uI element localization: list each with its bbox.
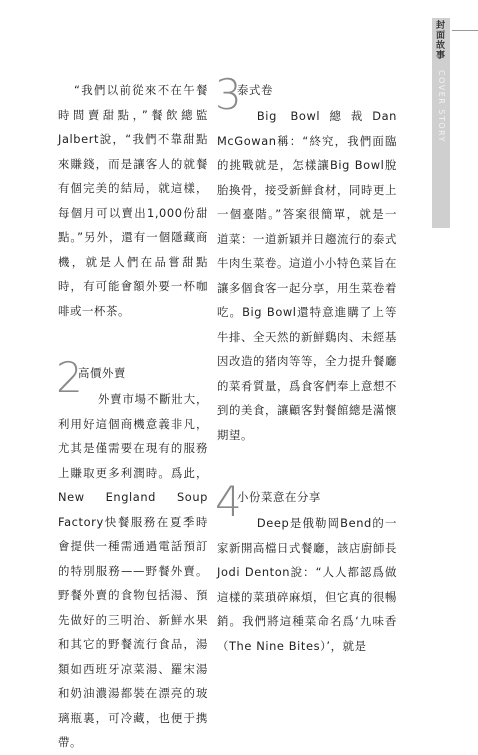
section-body: Deep是俄勒岡Bend的一家新開高檔日式餐廳，該店廚師長Jodi Denton說：“人人都認爲做這樣的菜瑣碎麻煩，但它真的很暢銷。我們將這種菜命名爲‘九味香（The Nine Bites）’，就是: [217, 516, 397, 653]
section-title: 泰式卷: [237, 83, 273, 97]
intro-paragraph: “我們以前從來不在午餐時間賣甜點，”餐飲總監Jalbert說，“我們不靠甜點來賺錢，而是讓客人的就餐有個完美的結局，就這樣，每個月可以賣出1,000份甜點。”另外，還有一個隱藏商機，就是人們在品嘗甜點時，有可能會額外要一杯咖啡或一杯茶。: [58, 83, 208, 318]
section-body: 外賣市場不斷壯大，利用好這個商機意義非凡，尤其是僅需要在現有的服務上賺取更多利潤時。爲此，New England Soup Factory快餐服務在夏季時會提供一種需通過電話預訂的特別服務——野餐外賣。野餐外賣的食物包括湯、預先做好的三明治、新鮮水果和其它的野餐流行食品，湯類如西班牙凉菜湯、羅宋湯和奶油濃湯都裝在漂亮的玻璃瓶裏，可冷藏，也便于携帶。: [58, 392, 208, 749]
section-number: 3: [215, 70, 243, 119]
header-rule: [452, 30, 478, 31]
section-tab-english: COVER STORY: [437, 70, 446, 144]
section-tab-label: 封面故事: [434, 20, 444, 60]
left-column: [58, 78, 208, 755]
section-title: 高價外賣: [78, 366, 126, 380]
section-number: 4: [215, 477, 243, 526]
section-body: Big Bowl總裁Dan McGowan稱：“終究，我們面臨的挑戰就是，怎樣讓Big Bowl脫胎換骨，接受新鮮食材，同時更上一個臺階。”答案很簡單，就是一道菜：一道新穎并日趨流行的泰式牛肉生菜卷。這道小小特色菜旨在讓多個食客一起分享，用生菜卷着吃。Big Bowl還特意進購了上等牛排、全天然的新鮮鷄肉、未經基因改造的猪肉等等，全力提升餐廳的菜肴質量，爲食客們奉上意想不到的美食，讓顧客對餐館總是滿懷期望。: [217, 109, 397, 442]
section-3: [215, 70, 397, 447]
section-2: [56, 353, 208, 755]
section-number: 2: [56, 353, 84, 402]
section-4: [215, 477, 397, 658]
right-column: [215, 70, 397, 658]
section-title: 小份菜意在分享: [237, 490, 321, 504]
